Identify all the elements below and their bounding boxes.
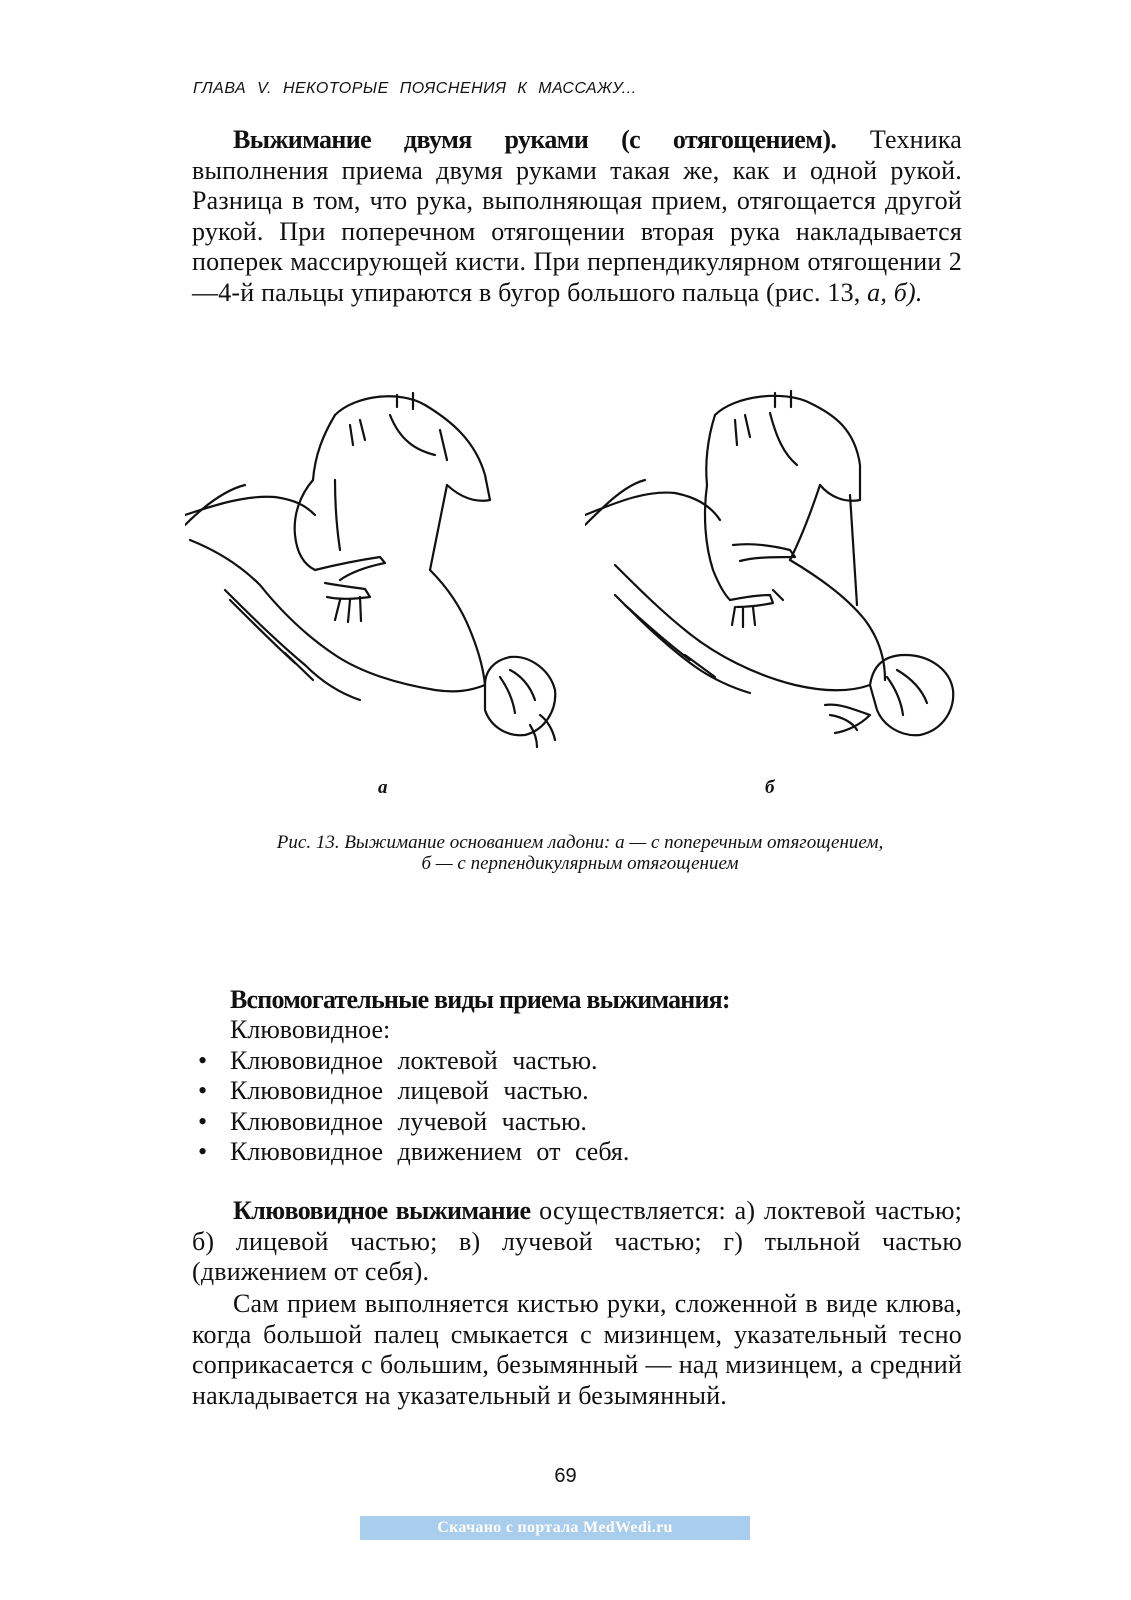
list-item: • Клювовидное лицевой частью. xyxy=(194,1076,970,1107)
bullet-list xyxy=(194,1046,970,1168)
paragraph-text: Техника выполнения приема двумя руками такая же, как и одной рукой. Разница в том, что рука, выполняющая прием, отягощается другой рукой. При поперечном отягощении вторая рука накладывается поперек массирующей кисти. При перпендикулярном отягощении 2—4-й пальцы упираются в бугор большого пальца (рис. 13, xyxy=(192,125,962,307)
paragraph-heading: Клювовидное выжимание xyxy=(233,1196,531,1225)
paragraph-heading: Выжимание двумя руками (с отягощением). xyxy=(233,125,837,154)
figure-13 xyxy=(185,385,975,815)
list-item: • Клювовидное лучевой частью. xyxy=(194,1107,970,1138)
illustration-transverse-weighting xyxy=(185,385,565,770)
page-number: 69 xyxy=(554,1465,577,1487)
running-head: ГЛАВА V. НЕКОТОРЫЕ ПОЯСНЕНИЯ К МАССАЖУ... xyxy=(193,80,637,97)
list-item: • Клювовидное локтевой частью. xyxy=(194,1046,970,1077)
paragraph-text: Сам прием выполняется кистью руки, сложенной в виде клюва, когда большой палец смыкается с мизинцем, указательный тесно соприкасается с большим, безымянный — над мизинцем, а средний накладывается на указательный и безымянный. xyxy=(192,1289,962,1410)
paragraph-beak-squeeze xyxy=(192,1196,962,1288)
caption-line: б — с перпендикулярным отягощением xyxy=(421,853,739,874)
paragraph-text: осуществляется: а) локтевой частью; б) лицевой частью; в) лучевой частью; г) тыльной частью (движением от себя). xyxy=(192,1196,962,1287)
figure-caption xyxy=(190,832,970,874)
section-subheading: Клювовидное: xyxy=(230,1015,391,1044)
section-heading: Вспомогательные виды приема выжимания: xyxy=(230,985,730,1014)
figure-reference: а, б). xyxy=(860,277,923,307)
caption-line: Рис. 13. Выжимание основанием ладони: а — с поперечным отягощением, xyxy=(276,832,884,853)
download-watermark-banner: Скачано с портала MedWedi.ru xyxy=(360,1516,750,1540)
figure-label-b: б xyxy=(765,777,775,798)
auxiliary-types-section xyxy=(230,985,970,1168)
list-item: • Клювовидное движением от себя. xyxy=(194,1137,970,1168)
paragraph-technique-description xyxy=(192,1289,962,1411)
illustration-perpendicular-weighting xyxy=(585,385,965,770)
paragraph-two-hand-squeeze xyxy=(192,125,962,309)
figure-label-a: а xyxy=(378,777,388,798)
